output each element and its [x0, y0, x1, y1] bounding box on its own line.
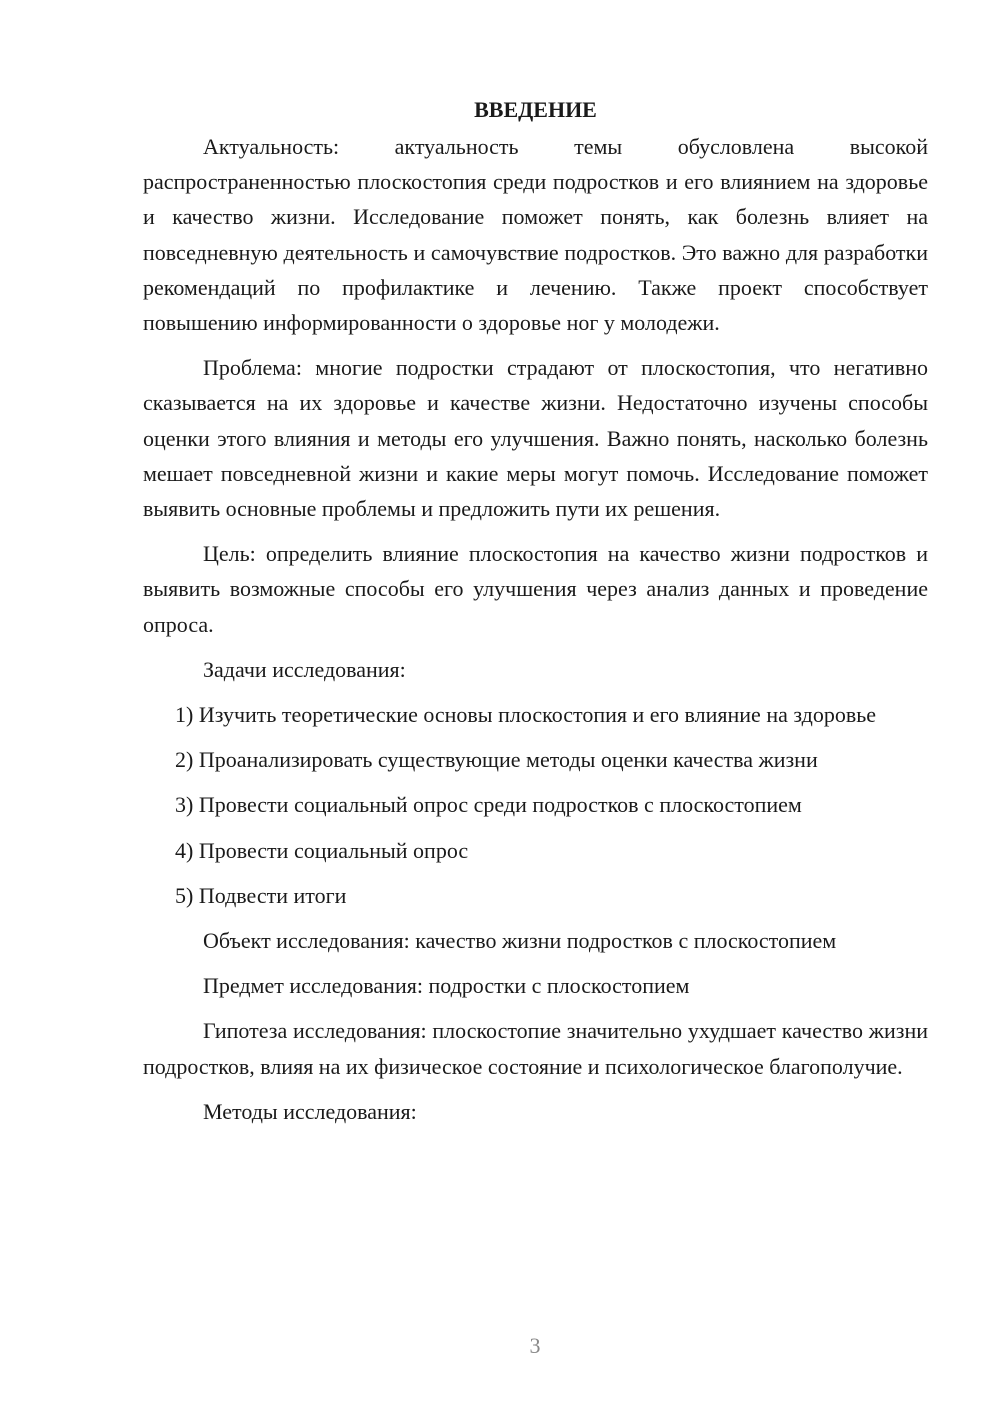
problem-paragraph: Проблема: многие подростки страдают от плоскостопия, что негативно сказывается на их здоровье и качестве жизни. Недостаточно изучены способы оценки этого влияния и методы его улучшения. Важно понять, насколько болезнь мешает повседневной жизни и какие меры могут помочь. Исследование поможет выявить основные проблемы и предложить пути их решения.: [143, 355, 928, 522]
object-paragraph: Объект исследования: качество жизни подростков с плоскостопием: [203, 928, 837, 954]
task-item-1: 1) Изучить теоретические основы плоскостопия и его влияние на здоровье: [175, 702, 877, 728]
task-item-2: 2) Проанализировать существующие методы оценки качества жизни: [175, 747, 818, 773]
document-page: [143, 92, 928, 1139]
section-title: ВВЕДЕНИЕ: [474, 97, 597, 122]
task-item-4: 4) Провести социальный опрос: [175, 837, 469, 863]
methods-heading: Методы исследования:: [203, 1098, 417, 1124]
goal-paragraph: Цель: определить влияние плоскостопия на качество жизни подростков и выявить возможные способы его улучшения через анализ данных и проведение опроса.: [143, 541, 928, 637]
page-number: 3: [529, 1333, 541, 1358]
task-item-5: 5) Подвести итоги: [175, 882, 347, 908]
subject-paragraph: Предмет исследования: подростки с плоскостопием: [203, 973, 690, 999]
relevance-paragraph: Актуальность: актуальность темы обусловлена высокой распространенностью плоскостопия среди подростков и его влиянием на здоровье и качество жизни. Исследование поможет понять, как болезнь влияет на повседневную деятельность и самочувствие подростков. Это важно для разработки рекомендаций по профилактике и лечению. Также проект способствует повышению информированности о здоровье ног у молодежи.: [143, 134, 928, 336]
hypothesis-paragraph: Гипотеза исследования: плоскостопие значительно ухудшает качество жизни подростков, влияя на их физическое состояние и психологическое благополучие.: [143, 1018, 928, 1079]
task-item-3: 3) Провести социальный опрос среди подростков с плоскостопием: [175, 792, 802, 818]
tasks-heading: Задачи исследования:: [203, 656, 406, 682]
